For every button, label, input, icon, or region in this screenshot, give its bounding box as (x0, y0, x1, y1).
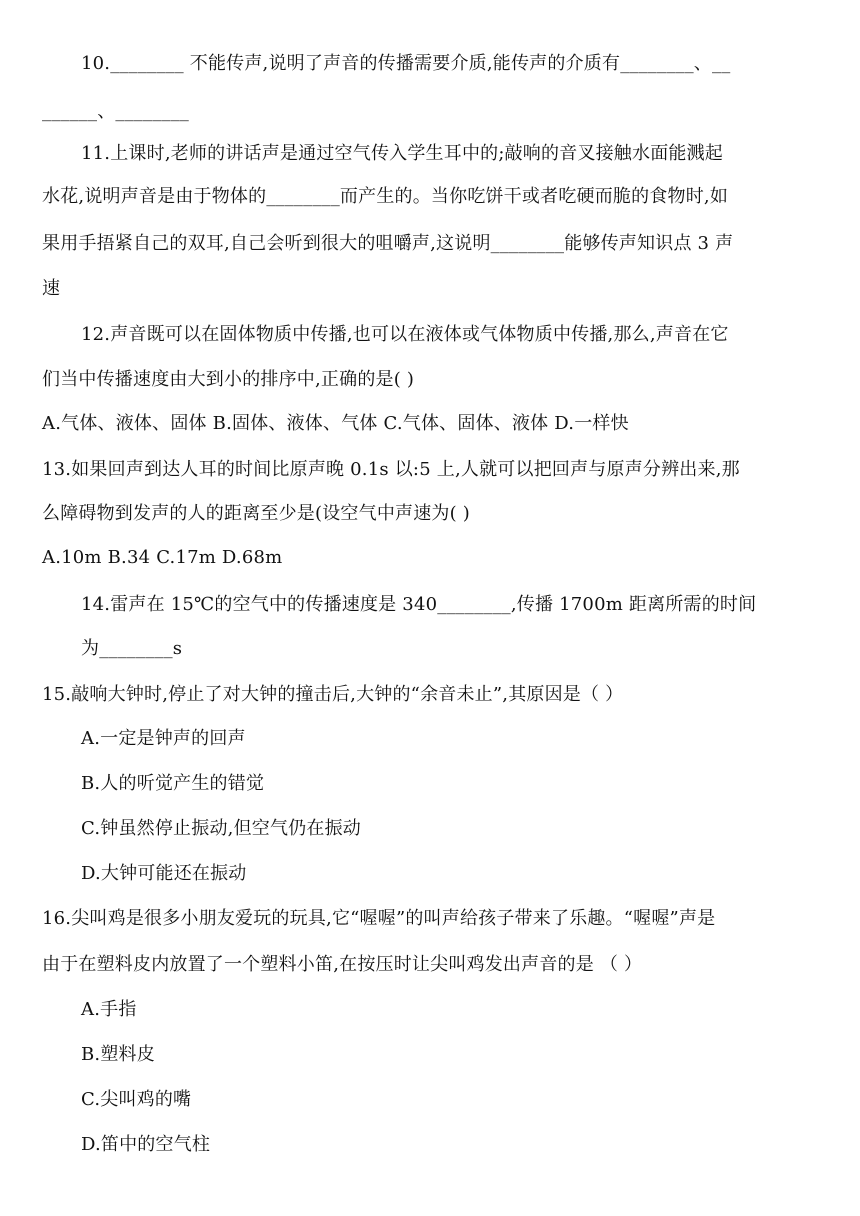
q10-line-1: 10.________ 不能传声,说明了声音的传播需要介质,能传声的介质有________、__ (81, 53, 731, 74)
q12-line-1: 12.声音既可以在固体物质中传播,也可以在液体或气体物质中传播,那么,声音在它 (81, 324, 729, 345)
q14-line-1: 14.雷声在 15℃的空气中的传播速度是 340________,传播 1700m 距离所需的时间 (81, 594, 757, 615)
q15-option-b: B.人的听觉产生的错觉 (81, 773, 265, 794)
q13-line-1: 13.如果回声到达人耳的时间比原声晚 0.1s 以:5 上,人就可以把回声与原声分辨出来,那 (42, 459, 740, 480)
q13-line-2: 么障碍物到发声的人的距离至少是(设空气中声速为( ) (42, 503, 470, 524)
q16-line-2: 由于在塑料皮内放置了一个塑料小笛,在按压时让尖叫鸡发出声音的是 （ ） (42, 954, 643, 975)
q15-option-a: A.一定是钟声的回声 (81, 728, 246, 749)
q11-line-2: 水花,说明声音是由于物体的________而产生的。当你吃饼干或者吃硬而脆的食物时,如 (42, 186, 729, 207)
q15-option-c: C.钟虽然停止振动,但空气仍在振动 (81, 818, 361, 839)
q16-option-d: D.笛中的空气柱 (81, 1134, 211, 1155)
q16-option-a: A.手指 (81, 999, 137, 1020)
q15-stem: 15.敲响大钟时,停止了对大钟的撞击后,大钟的“余音未止”,其原因是（ ） (42, 684, 624, 705)
q16-option-c: C.尖叫鸡的嘴 (81, 1089, 192, 1110)
section-heading-continuation: 速 (42, 278, 61, 299)
q14-line-2: 为________s (81, 638, 183, 659)
q15-option-d: D.大钟可能还在振动 (81, 863, 247, 884)
q12-options: A.气体、液体、固体 B.固体、液体、气体 C.气体、固体、液体 D.一样快 (42, 413, 629, 434)
q11-line-1: 11.上课时,老师的讲话声是通过空气传入学生耳中的;敲响的音叉接触水面能溅起 (81, 143, 724, 164)
q13-options: A.10m B.34 C.17m D.68m (42, 547, 283, 568)
q10-line-2: ______、________ (42, 101, 189, 122)
q16-option-b: B.塑料皮 (81, 1044, 155, 1065)
q12-line-2: 们当中传播速度由大到小的排序中,正确的是( ) (42, 369, 415, 390)
q11-line-3: 果用手捂紧自己的双耳,自己会听到很大的咀嚼声,这说明________能够传声知识点 3 声 (42, 233, 734, 254)
q16-line-1: 16.尖叫鸡是很多小朋友爱玩的玩具,它“喔喔”的叫声给孩子带来了乐趣。“喔喔”声是 (42, 908, 716, 929)
